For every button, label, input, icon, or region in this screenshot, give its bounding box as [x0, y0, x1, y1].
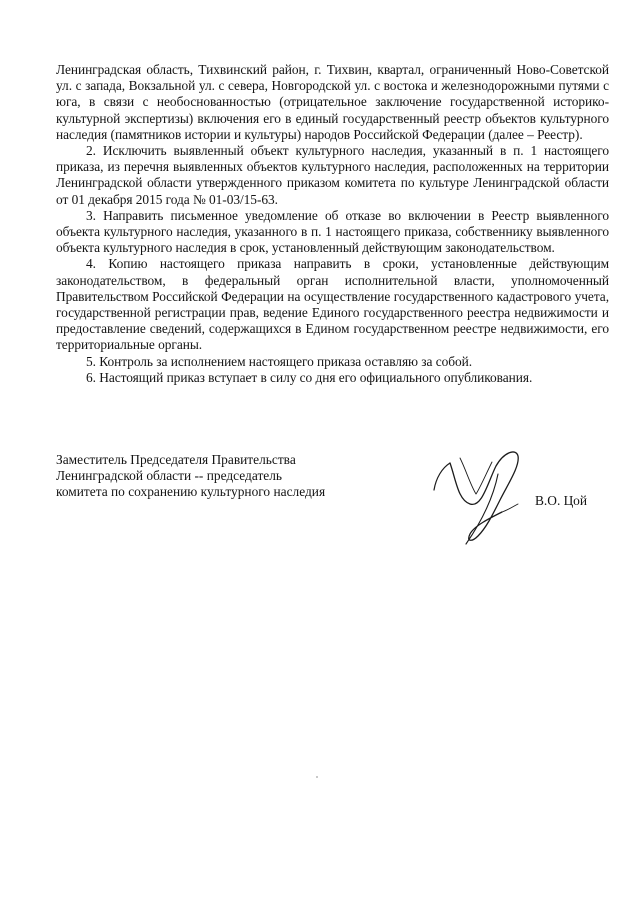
paragraph-item-2: 2. Исключить выявленный объект культурного наследия, указанный в п. 1 настоящего приказа, из перечня выявленных объектов культурного наследия, расположенных на территории Ленинградской области утвержденного приказом комитета по культуре Ленинградской области от 01 декабря 2015 года № 01-03/15-63.: [56, 143, 609, 207]
signatory-position-line-2: Ленинградской области -- председатель: [56, 468, 283, 484]
paragraph-item-3: 3. Направить письменное уведомление об отказе во включении в Реестр выявленного объекта культурного наследия, указанного в п. 1 настоящего приказа, собственнику выявленного объекта культурного наследия в срок, установленный действующим законодательством.: [56, 207, 609, 256]
paragraph-1-continuation: Ленинградская область, Тихвинский район, г. Тихвин, квартал, ограниченный Ново-Советской ул. с запада, Вокзальной ул. с севера, Новгородской ул. с востока и железнодорожными путями с юга, в связи с необоснованностью (отрицательное заключение государственной историко-культурной экспертизы) включения его в единый государственный реестр объектов культурного наследия (памятников истории и культуры) народов Российской Федерации (далее – Реестр).: [56, 62, 609, 142]
scan-artifact-dot: [316, 776, 318, 778]
paragraph-item-5: 5. Контроль за исполнением настоящего приказа оставляю за собой.: [86, 353, 473, 369]
document-body: [56, 62, 609, 386]
signatory-position-line-1: Заместитель Председателя Правительства: [56, 452, 296, 467]
signatory-position-line-3: комитета по сохранению культурного наследия: [56, 484, 326, 500]
signer-name: В.О. Цой: [535, 493, 587, 508]
handwritten-signature: [420, 444, 530, 550]
paragraph-item-4: 4. Копию настоящего приказа направить в сроки, установленные действующим законодательством, в федеральный орган исполнительной власти, уполномоченный Правительством Российской Федерации на осуществление государственного кадастрового учета, государственной регистрации прав, ведение Единого государственного реестра недвижимости и предоставление сведений, содержащихся в Едином государственном реестре недвижимости, его территориальные органы.: [56, 256, 609, 353]
paragraph-item-6: 6. Настоящий приказ вступает в силу со дня его официального опубликования.: [86, 369, 533, 385]
